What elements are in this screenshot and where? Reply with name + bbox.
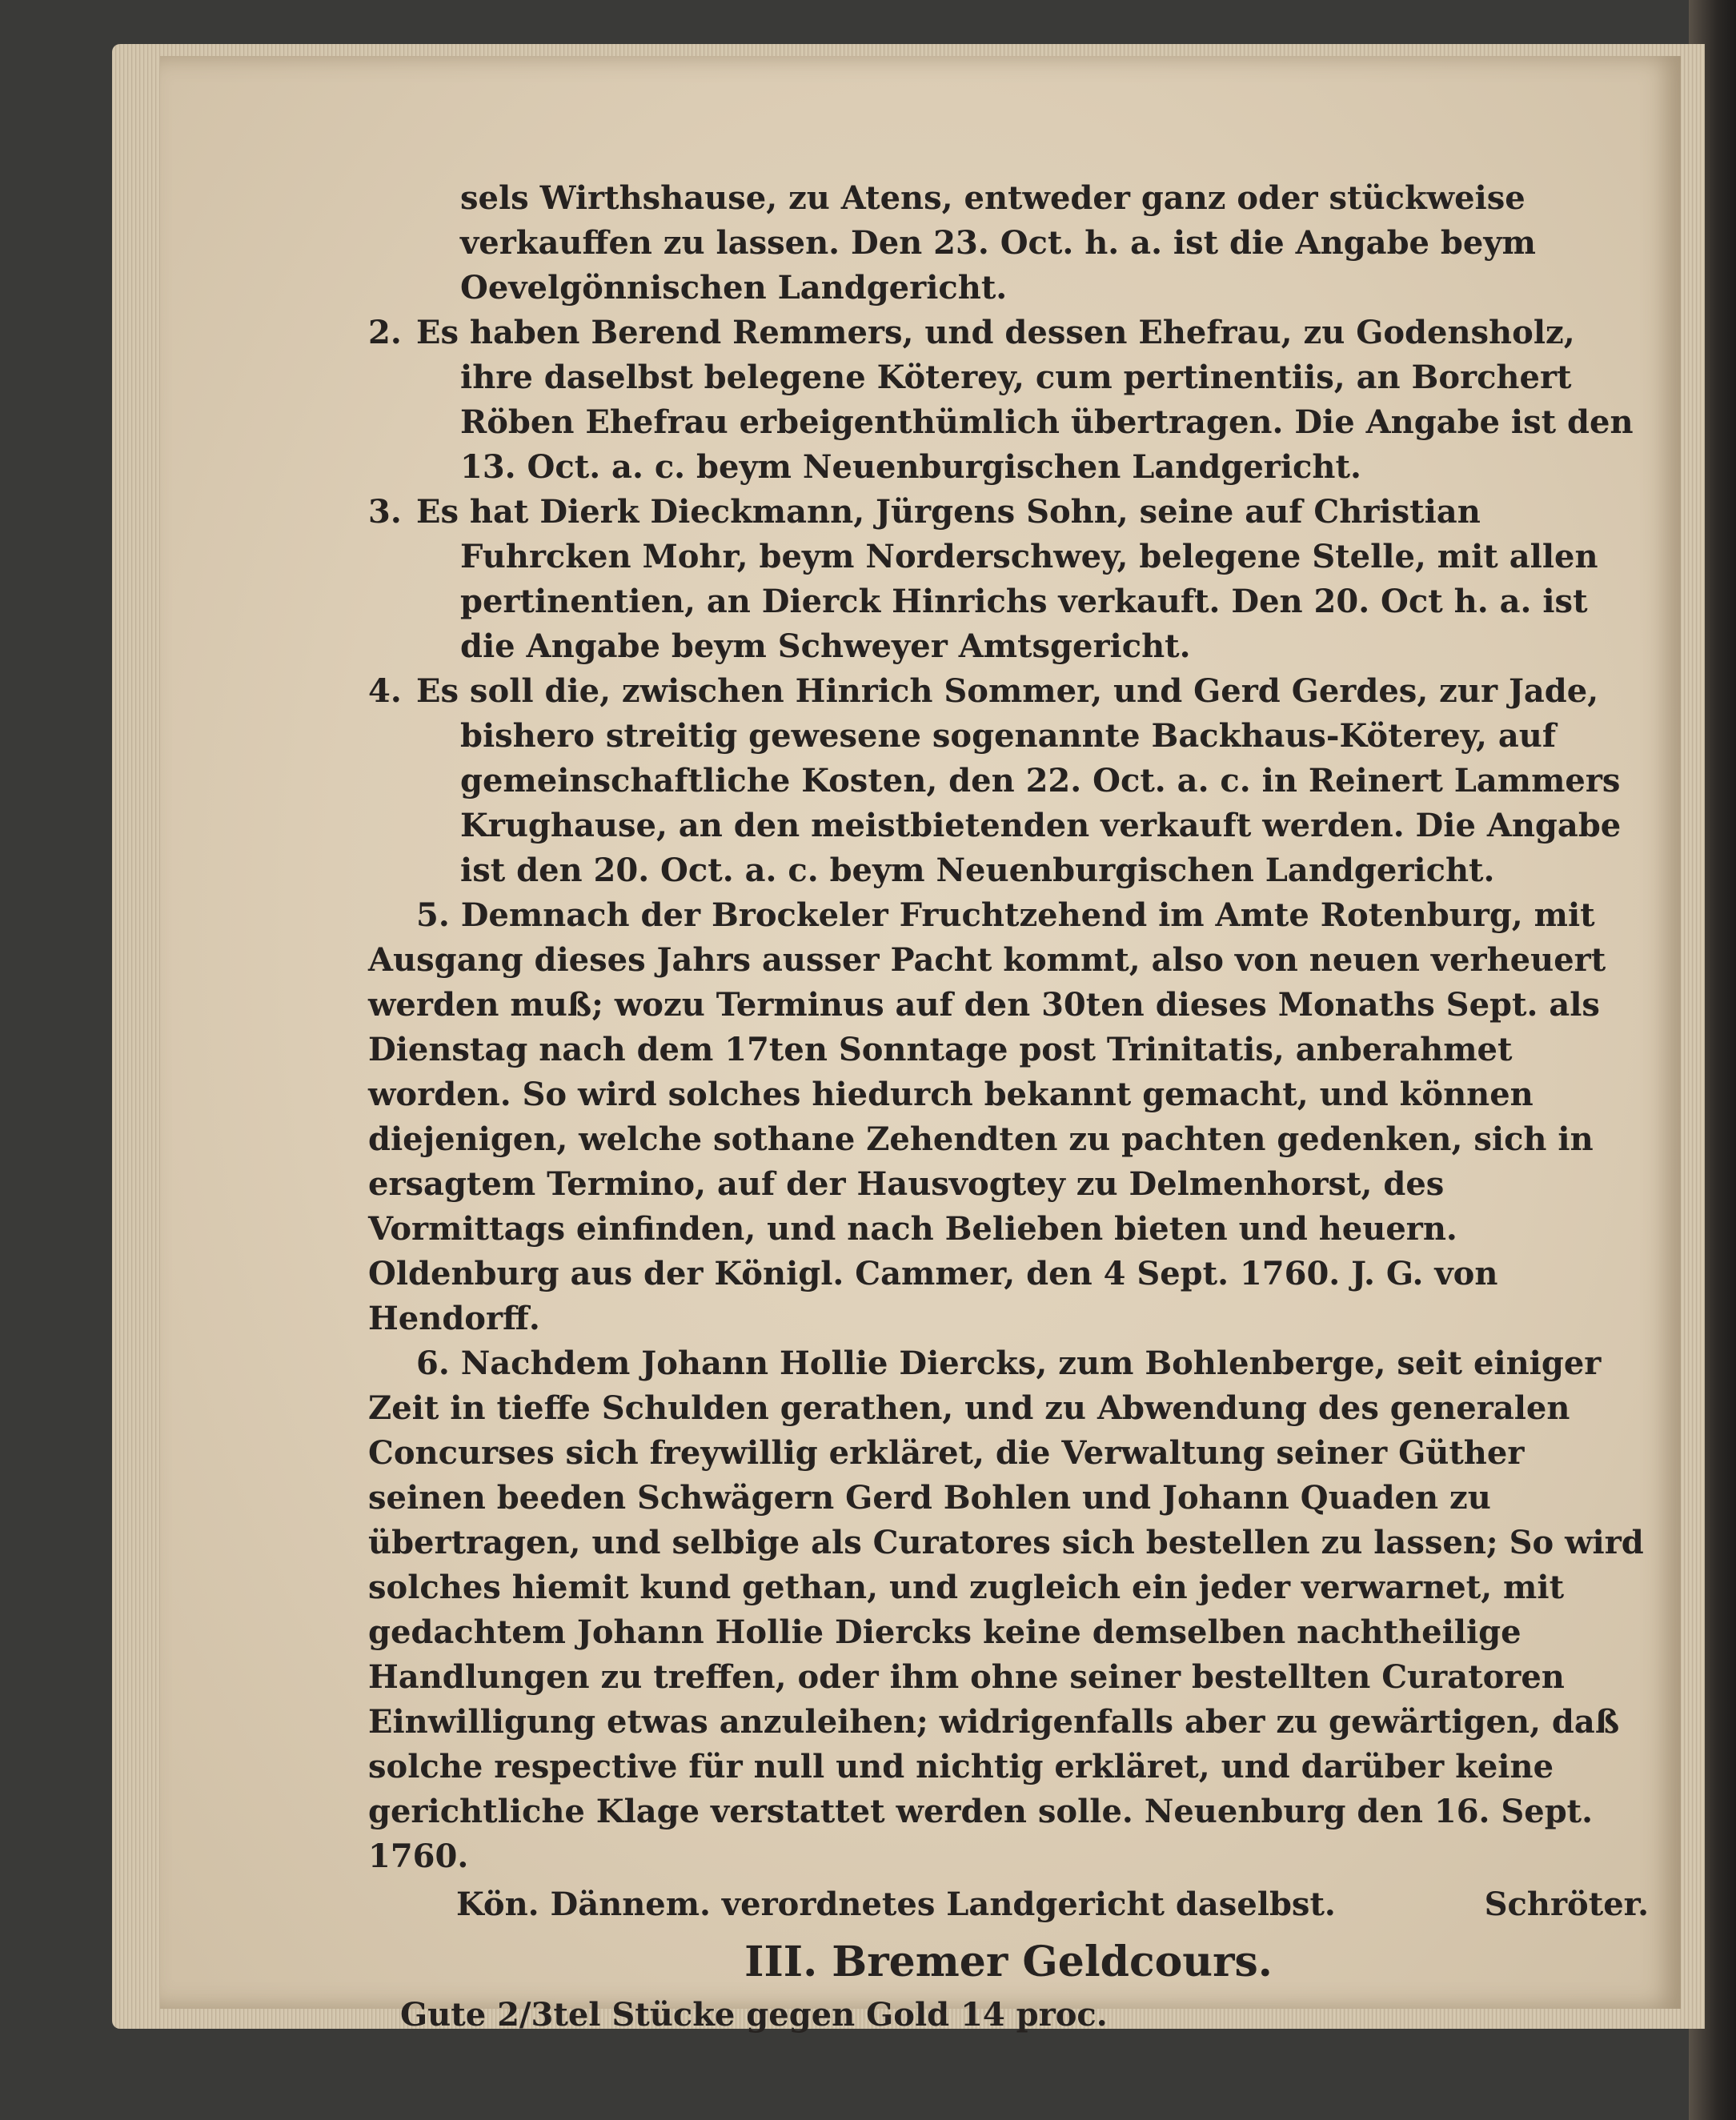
entry-4 bbox=[368, 669, 1649, 893]
paragraph-6 bbox=[368, 1341, 1649, 1879]
entry-text: sels Wirthshause, zu Atens, entweder ganz oder stückweise verkauffen zu lassen. Den 23. Oct. h. a. ist die Angabe beym Oevelgönnischen Landgericht. bbox=[460, 179, 1536, 307]
entry-number: 3. bbox=[368, 493, 402, 531]
entry-text: Es soll die, zwischen Hinrich Sommer, und Gerd Gerdes, zur Jade, bishero streitig gewesene sogenannte Backhaus-Köterey, auf gemeinschaftliche Kosten, den 22. Oct. a. c. in Reinert Lammers Krughause, an den meistbietenden verkauft werden. Die Angabe ist den 20. Oct. a. c. beym Neuenburgischen Landgericht. bbox=[416, 672, 1622, 889]
paragraph-number: 6. bbox=[416, 1345, 450, 1382]
section-heading: III. Bremer Geldcours. bbox=[744, 1938, 1273, 1986]
book-page bbox=[160, 56, 1681, 2034]
paragraph-text: Nachdem Johann Hollie Diercks, zum Bohlenberge, seit einiger Zeit in tieffe Schulden gerathen, und zu Abwendung des generalen Concurses sich freywillig erkläret, die Verwaltung seiner Güther seinen beeden Schwägern Gerd Bohlen und Johann Quaden zu übertragen, und selbige als Curatores sich bestellen zu lassen; So wird solches hiemit kund gethan, und zugleich ein jeder verwarnet, mit gedachtem Johann Hollie Diercks keine demselben nachtheilige Handlungen zu treffen, oder ihm ohne seiner bestellten Curatoren Einwilligung etwas anzuleihen; widrigenfalls aber zu gewärtigen, daß solche respective für null und nichtig erkläret, und darüber keine gerichtliche Klage verstattet werden solle. Neuenburg den 16. Sept. 1760. bbox=[368, 1345, 1644, 1875]
entry-2 bbox=[368, 311, 1649, 490]
entry-3 bbox=[368, 490, 1649, 669]
paragraph-text: Demnach der Brockeler Fruchtzehend im Amte Rotenburg, mit Ausgang dieses Jahrs ausser Pacht kommt, also von neuen verheuert werden muß; wozu Terminus auf den 30ten dieses Monaths Sept. als Dienstag nach dem 17ten Sonntage post Trinitatis, anberahmet worden. So wird solches hiedurch bekannt gemacht, und können diejenigen, welche sothane Zehendten zu pachten gedenken, sich in ersagtem Termino, auf der Hausvogtey zu Delmenhorst, des Vormittags einfinden, und nach Belieben bieten und heuern. Oldenburg aus der Königl. Cammer, den 4 Sept. 1760. J. G. von Hendorff. bbox=[368, 896, 1606, 1337]
paragraph-5 bbox=[368, 893, 1649, 1341]
closing-line: Gute 2/3tel Stücke gegen Gold 14 proc. bbox=[400, 1996, 1108, 2034]
entry-text: Es hat Dierk Dieckmann, Jürgens Sohn, seine auf Christian Fuhrcken Mohr, beym Norderschwey, belegene Stelle, mit allen pertinentien, an Dierck Hinrichs verkauft. Den 20. Oct h. a. ist die Angabe beym Schweyer Amtsgericht. bbox=[416, 493, 1598, 665]
paragraph-number: 5. bbox=[416, 896, 450, 934]
signature-line bbox=[368, 1882, 1649, 1927]
entry-continuation bbox=[368, 176, 1649, 311]
page-text bbox=[368, 176, 1649, 2038]
entry-text: Es haben Berend Remmers, und dessen Ehefrau, zu Godensholz, ihre daselbst belegene Köterey, cum pertinentiis, an Borchert Röben Ehefrau erbeigenthümlich übertragen. Die Angabe ist den 13. Oct. a. c. beym Neuenburgischen Landgericht. bbox=[416, 314, 1634, 486]
entry-number: 2. bbox=[368, 314, 402, 351]
signature-authority: Kön. Dännem. verordnetes Landgericht daselbst. bbox=[456, 1886, 1336, 1923]
entry-number: 4. bbox=[368, 672, 402, 710]
signature-name: Schröter. bbox=[1484, 1886, 1649, 1923]
